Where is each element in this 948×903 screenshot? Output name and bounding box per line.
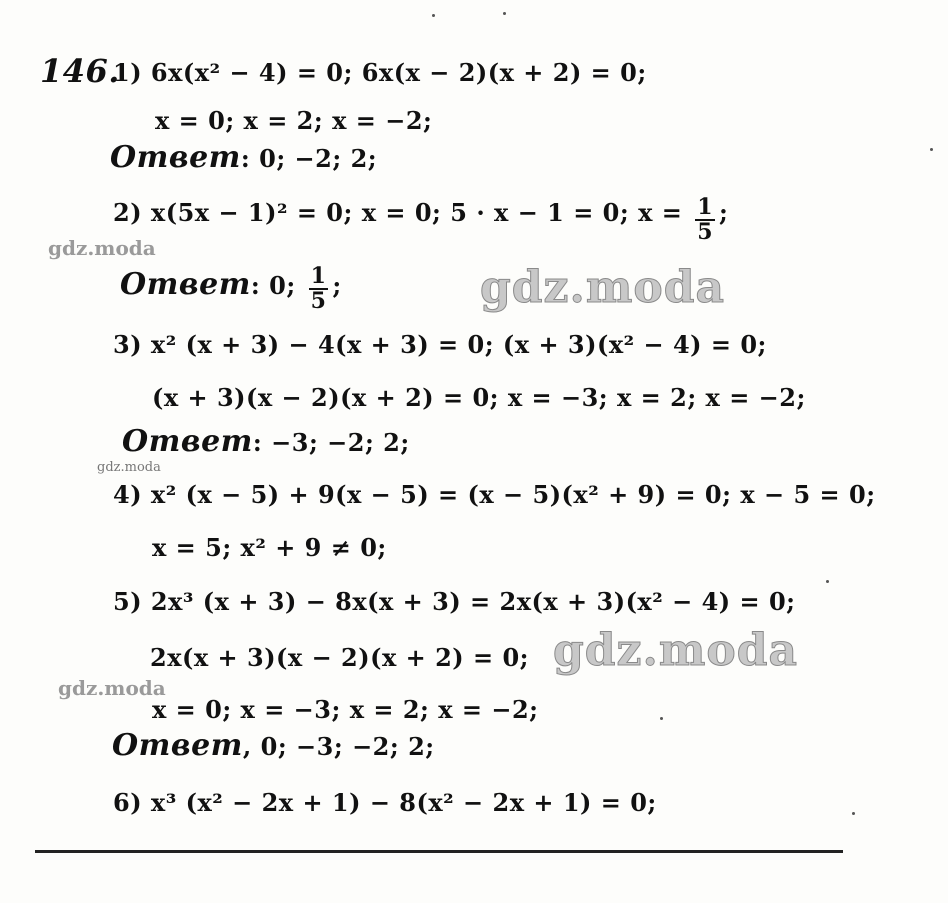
part-2-line-end: ; xyxy=(719,198,729,228)
watermark-large-1: gdz.moda xyxy=(480,262,726,313)
part-6-equation xyxy=(113,788,657,817)
part-2-line-1: x(5x − 1)² = 0; x = 0; 5 · x − 1 = 0; x = xyxy=(150,198,683,228)
bottom-rule xyxy=(35,850,843,853)
part-4-line-1: x² (x − 5) + 9(x − 5) = (x − 5)(x² + 9) = 0; x − 5 = 0; xyxy=(150,480,876,509)
scan-speck xyxy=(503,12,506,15)
answer-label: Ответ xyxy=(110,140,241,175)
scan-speck xyxy=(660,717,663,720)
part-2-fraction xyxy=(695,196,715,244)
watermark-small-1: gdz.moda xyxy=(48,236,156,260)
part-5-answer-values: , 0; −3; −2; 2; xyxy=(242,732,435,761)
part-6-label: 6) xyxy=(113,788,143,817)
part-4-label: 4) xyxy=(113,480,143,509)
part-6-line-1: x³ (x² − 2x + 1) − 8(x² − 2x + 1) = 0; xyxy=(150,788,657,817)
part-4-equation xyxy=(113,480,876,509)
fraction-denominator: 5 xyxy=(310,288,327,315)
part-2-answer-fraction xyxy=(309,265,329,313)
scan-speck xyxy=(852,812,855,815)
answer-label: Ответ xyxy=(122,424,253,459)
part-1-equation xyxy=(113,58,647,87)
part-2-label: 2) xyxy=(113,198,143,228)
part-1-answer-values: : 0; −2; 2; xyxy=(240,144,378,173)
fraction-numerator: 1 xyxy=(310,263,327,289)
part-5-roots: x = 0; x = −3; x = 2; x = −2; xyxy=(152,695,539,724)
part-1-line-1: 6x(x² − 4) = 0; 6x(x − 2)(x + 2) = 0; xyxy=(150,58,647,87)
part-4-roots: x = 5; x² + 9 ≠ 0; xyxy=(152,533,387,562)
part-3-roots: (x + 3)(x − 2)(x + 2) = 0; x = −3; x = 2; x = −2; xyxy=(152,383,806,412)
scan-speck xyxy=(826,580,829,583)
part-3-line-1: x² (x + 3) − 4(x + 3) = 0; (x + 3)(x² − 4) = 0; xyxy=(150,330,767,359)
part-1-label: 1) xyxy=(113,58,143,87)
part-5-label: 5) xyxy=(113,587,143,616)
fraction-numerator: 1 xyxy=(697,194,714,220)
answer-label: Ответ xyxy=(120,267,251,303)
part-5-equation xyxy=(113,587,796,616)
part-1-answer xyxy=(110,140,377,175)
part-5-answer xyxy=(112,728,435,763)
part-2-equation xyxy=(113,196,728,244)
part-2-answer xyxy=(120,265,342,313)
watermark-large-2: gdz.moda xyxy=(553,625,799,676)
scan-speck xyxy=(432,14,435,17)
part-3-equation xyxy=(113,330,767,359)
problem-number: 146. xyxy=(40,52,120,90)
part-1-roots: x = 0; x = 2; x = −2; xyxy=(155,106,433,135)
fraction-denominator: 5 xyxy=(697,219,714,246)
part-2-answer-prefix: : 0; xyxy=(250,271,296,301)
part-3-answer-values: : −3; −2; 2; xyxy=(252,428,410,457)
part-5-factored: 2x(x + 3)(x − 2)(x + 2) = 0; xyxy=(150,643,530,672)
part-3-answer xyxy=(122,424,410,459)
answer-label: Ответ xyxy=(112,728,243,763)
watermark-tiny: gdz.moda xyxy=(97,460,161,475)
watermark-small-2: gdz.moda xyxy=(58,676,166,700)
part-3-label: 3) xyxy=(113,330,143,359)
part-5-line-1: 2x³ (x + 3) − 8x(x + 3) = 2x(x + 3)(x² − 4) = 0; xyxy=(150,587,796,616)
scan-speck xyxy=(930,148,933,151)
part-2-answer-end: ; xyxy=(332,271,342,301)
